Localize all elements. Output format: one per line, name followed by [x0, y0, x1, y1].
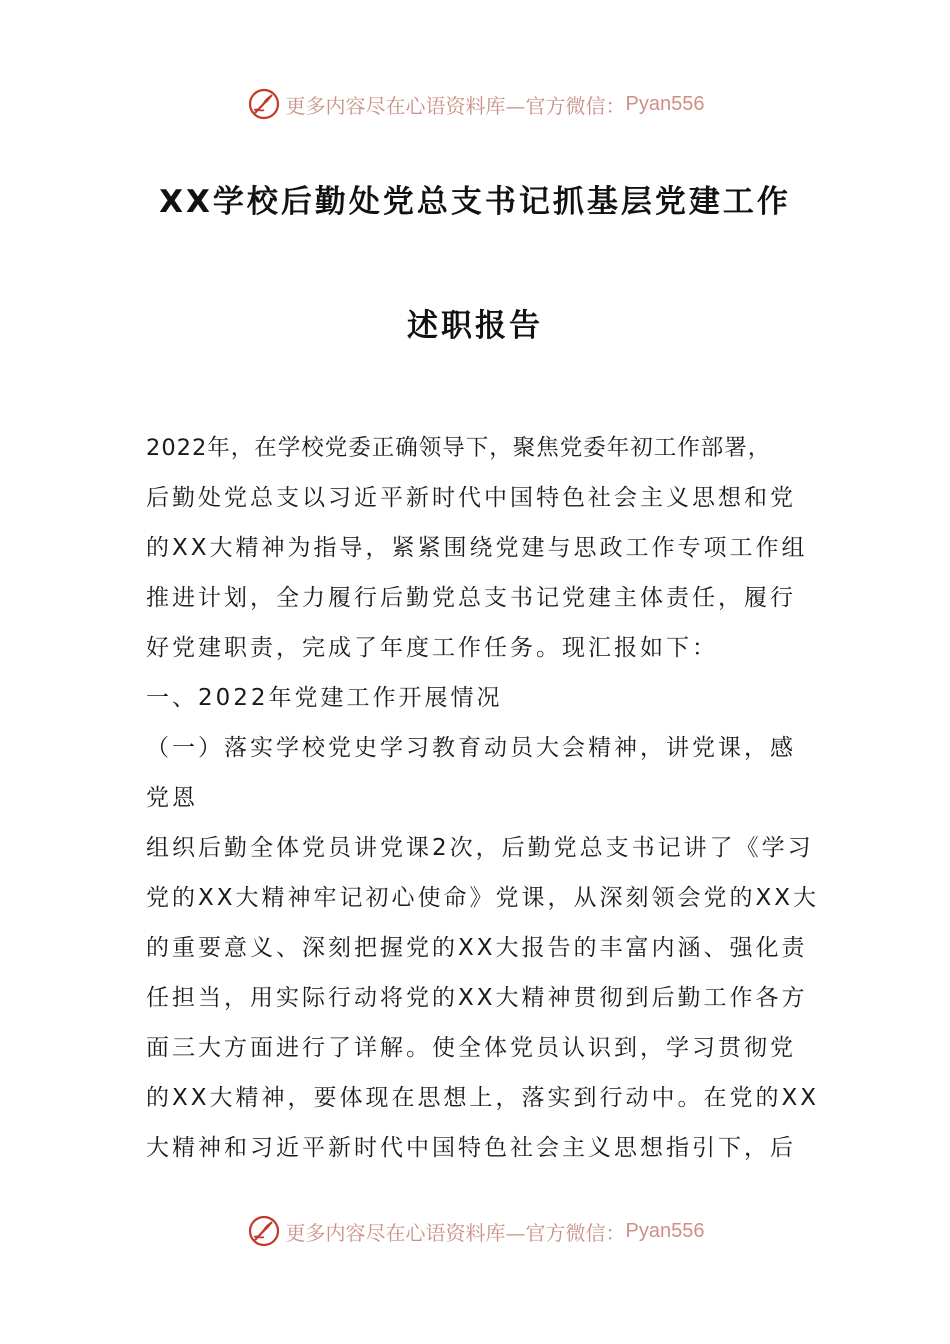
quill-logo-icon	[246, 1213, 282, 1249]
body-line: 后勤处党总支以习近平新时代中国特色社会主义思想和党	[146, 485, 796, 511]
document-title-line2: 述职报告	[407, 308, 543, 344]
body-line: 的XX大精神为指导，紧紧围绕党建与思政工作专项工作组	[146, 535, 808, 561]
header-watermark	[0, 84, 950, 124]
body-line: 推进计划，全力履行后勤党总支书记党建主体责任，履行	[146, 585, 796, 611]
subsection-heading-cont: 党恩	[146, 785, 198, 811]
body-line: 任担当，用实际行动将党的XX大精神贯彻到后勤工作各方	[146, 985, 808, 1011]
body-line: 2022年，在学校党委正确领导下，聚焦党委年初工作部署，	[146, 435, 772, 461]
subsection-heading: （一）落实学校党史学习教育动员大会精神，讲党课，感	[146, 735, 796, 761]
watermark-text: 更多内容尽在心语资料库—官方微信：	[285, 1220, 626, 1245]
body-line: 好党建职责，完成了年度工作任务。现汇报如下：	[146, 635, 718, 661]
body-line: 的重要意义、深刻把握党的XX大报告的丰富内涵、强化责	[146, 935, 808, 961]
watermark-wechat-id: Pyan556	[625, 1219, 705, 1242]
body-line: 的XX大精神，要体现在思想上，落实到行动中。在党的XX	[146, 1085, 820, 1111]
watermark-text: 更多内容尽在心语资料库—官方微信：	[285, 93, 626, 118]
body-line: 组织后勤全体党员讲党课2次，后勤党总支书记讲了《学习	[146, 835, 814, 861]
section-heading: 一、2022年党建工作开展情况	[146, 685, 503, 711]
body-line: 党的XX大精神牢记初心使命》党课，从深刻领会党的XX大	[146, 885, 820, 911]
document-title-line1: XX学校后勤处党总支书记抓基层党建工作	[159, 184, 791, 220]
body-line: 大精神和习近平新时代中国特色社会主义思想指引下，后	[146, 1135, 796, 1161]
footer-watermark	[0, 1211, 950, 1251]
body-line: 面三大方面进行了详解。使全体党员认识到，学习贯彻党	[146, 1035, 796, 1061]
document-body	[146, 428, 826, 1178]
quill-logo-icon	[246, 86, 282, 122]
watermark-wechat-id: Pyan556	[625, 92, 705, 115]
